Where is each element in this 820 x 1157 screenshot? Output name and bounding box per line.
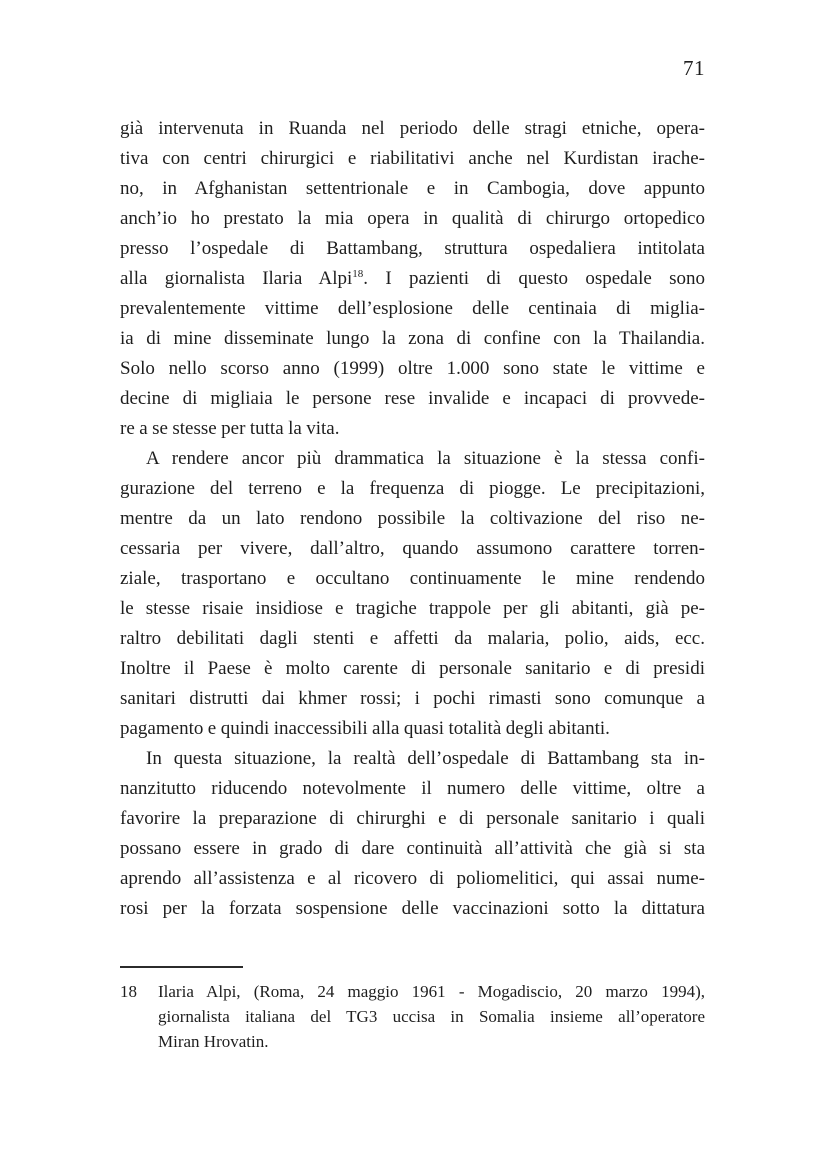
text-line: ziale, trasportano e occultano continuamente le mine rendendo [120, 568, 705, 589]
text-line: pagamento e quindi inaccessibili alla quasi totalità degli abitanti. [120, 718, 610, 739]
text-line: anch’io ho prestato la mia opera in qualità di chirurgo ortopedico [120, 208, 705, 229]
footnote-line: Ilaria Alpi, (Roma, 24 maggio 1961 - Mogadiscio, 20 marzo 1994), [158, 982, 705, 1001]
text-line: raltro debilitati dagli stenti e affetti da malaria, polio, aids, ecc. [120, 628, 705, 649]
text-line: aprendo all’assistenza e al ricovero di poliomelitici, qui assai nume- [120, 868, 705, 889]
footnote-line: giornalista italiana del TG3 uccisa in Somalia insieme all’operatore [158, 1007, 705, 1026]
text-line: favorire la preparazione di chirurghi e di personale sanitario i quali [120, 808, 705, 829]
text-line: cessaria per vivere, dall’altro, quando assumono carattere torren- [120, 538, 705, 559]
footnote-body [120, 979, 705, 1054]
text-line: prevalentemente vittime dell’esplosione delle centinaia di miglia- [120, 298, 705, 319]
footnote-number: 18 [120, 982, 137, 1001]
footnote [120, 966, 705, 1054]
footnote-separator-rule [120, 966, 243, 968]
text-line: gurazione del terreno e la frequenza di piogge. Le precipitazioni, [120, 478, 705, 499]
text-line: decine di migliaia le persone rese invalide e incapaci di provvede- [120, 388, 705, 409]
text-line: rosi per la forzata sospensione delle vaccinazioni sotto la dittatura [120, 898, 705, 919]
text-span: . I pazienti di questo ospedale sono [363, 268, 705, 289]
text-line: presso l’ospedale di Battambang, struttura ospedaliera intitolata [120, 238, 705, 259]
text-line: no, in Afghanistan settentrionale e in Cambogia, dove appunto [120, 178, 705, 199]
text-line [120, 264, 705, 294]
text-line: In questa situazione, la realtà dell’ospedale di Battambang sta in- [146, 748, 705, 769]
text-block [120, 114, 705, 924]
text-line: già intervenuta in Ruanda nel periodo delle stragi etniche, opera- [120, 118, 705, 139]
text-line: sanitari distrutti dai khmer rossi; i pochi rimasti sono comunque a [120, 688, 705, 709]
text-line: Inoltre il Paese è molto carente di personale sanitario e di presidi [120, 658, 705, 679]
text-line: le stesse risaie insidiose e tragiche trappole per gli abitanti, già pe- [120, 598, 705, 619]
text-line: re a se stesse per tutta la vita. [120, 418, 340, 439]
text-line: Solo nello scorso anno (1999) oltre 1.000 sono state le vittime e [120, 358, 705, 379]
text-line: possano essere in grado di dare continuità all’attività che già si sta [120, 838, 705, 859]
footnote-line: Miran Hrovatin. [158, 1032, 269, 1051]
page-number: 71 [683, 56, 705, 80]
text-line: ia di mine disseminate lungo la zona di confine con la Thailandia. [120, 328, 705, 349]
text-line: nanzitutto riducendo notevolmente il numero delle vittime, oltre a [120, 778, 705, 799]
text-line: tiva con centri chirurgici e riabilitativi anche nel Kurdistan irache- [120, 148, 705, 169]
text-span: alla giornalista Ilaria Alpi [120, 268, 353, 289]
footnote-reference-superscript: 18 [352, 268, 364, 280]
text-line: A rendere ancor più drammatica la situazione è la stessa confi- [146, 448, 705, 469]
footnote-lines [158, 979, 705, 1054]
text-line: mentre da un lato rendono possibile la coltivazione del riso ne- [120, 508, 705, 529]
